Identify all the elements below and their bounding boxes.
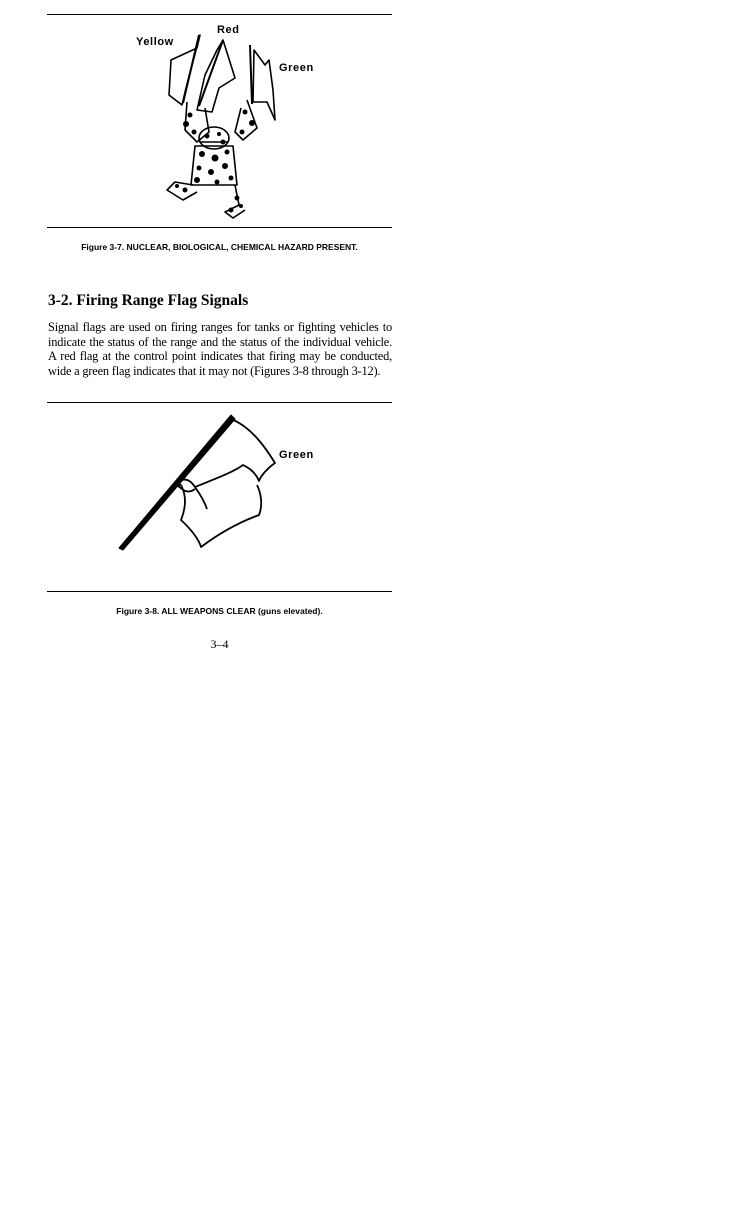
figure-3-8-bottom-rule — [47, 591, 392, 592]
figure-3-8-top-rule — [47, 402, 392, 403]
red-flag — [197, 40, 235, 112]
section-body-paragraph: Signal flags are used on firing ranges for tanks or fighting vehicles to indicate the status of the range and the status of the individual vehicle. A red flag at the control point indicates that firing may be conducted, wide a green flag indicates that it may not (Figures 3-8 through 3-12). — [48, 320, 392, 378]
single-flag-illustration — [47, 405, 392, 590]
green-flag — [177, 419, 275, 547]
green-flag-label: Green — [279, 449, 314, 461]
flag-pole — [119, 415, 235, 550]
figure-3-7-bottom-rule — [47, 227, 392, 228]
yellow-flag-label: Yellow — [136, 36, 174, 48]
soldier-three-flags-illustration — [47, 20, 392, 225]
figure-3-7-top-rule — [47, 14, 392, 15]
page-number: 3–4 — [210, 637, 229, 651]
figure-3-8-caption: Figure 3-8. ALL WEAPONS CLEAR (guns elevated). — [116, 606, 323, 616]
red-flag-label: Red — [217, 24, 240, 36]
section-heading: 3-2. Firing Range Flag Signals — [48, 292, 249, 309]
green-flag-label: Green — [279, 62, 314, 74]
green-flag — [253, 50, 275, 120]
figure-3-7-caption: Figure 3-7. NUCLEAR, BIOLOGICAL, CHEMICAL HAZARD PRESENT. — [81, 242, 358, 252]
